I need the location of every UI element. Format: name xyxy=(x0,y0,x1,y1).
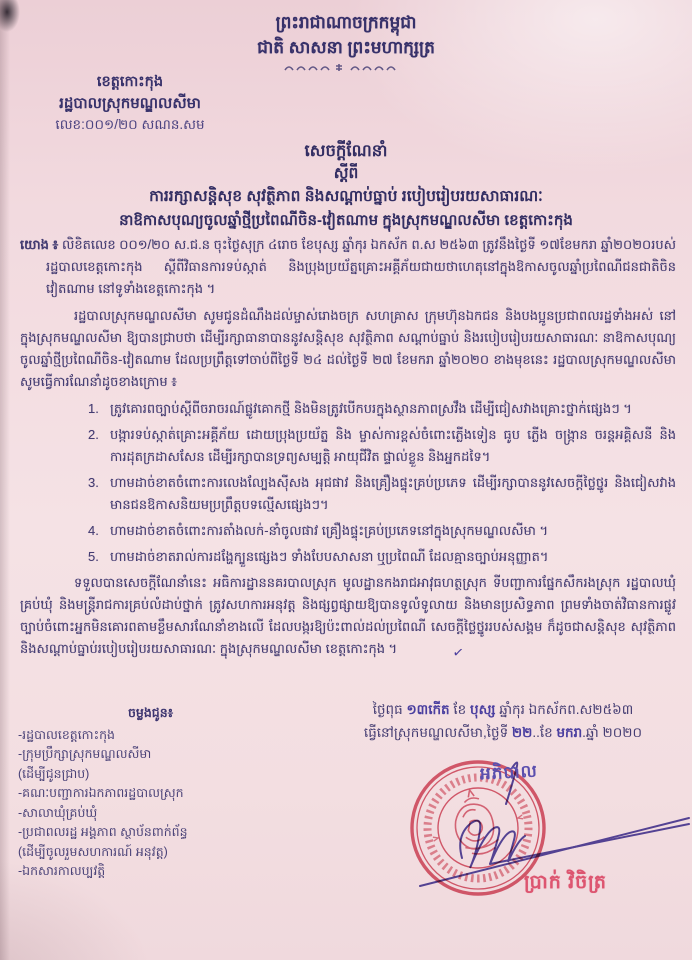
item-text: ហាមដាច់ខាតចំពោះការលេងល្បែងស៊ីសង អុជផាវ និងគ្រឿងផ្ទុះគ្រប់ប្រភេទ ដើម្បីរក្សាបាននូវសេចក្តីថ្លៃថ្នូរ និងជៀសវាងមានជនឱកាសនិយមប្រព្រឹត្តបទល្មើសផ្សេងៗ។ xyxy=(110,475,676,512)
reference-label: យោង ៖ xyxy=(20,237,59,252)
regarding-label: ស្តីពី xyxy=(333,165,359,182)
document-title-block xyxy=(0,140,692,232)
date-handwritten: បុស្ស xyxy=(470,702,496,717)
reference-number: លេខ:០០១/២០ សណន.សម xyxy=(55,117,205,132)
list-item xyxy=(88,546,676,568)
dateline-block xyxy=(320,698,686,744)
item-number: 5. xyxy=(88,549,99,564)
date-printed: ខែ xyxy=(449,702,470,717)
copy-list-block xyxy=(18,704,268,882)
date-printed: ថ្ងៃពុធ xyxy=(372,702,407,717)
item-text: បង្ការទប់ស្កាត់គ្រោះអគ្គីភ័យ ដោយប្រុងប្រយ័ត្ន និង ម្ចាស់ការខ្ពស់ចំពោះភ្លើងទៀន ធូប ភ្លើង ចង្ក្រាន ចរន្តអគ្គិសនី និងការដុតក្រដាសសែន ដើម្បីរក្សាបានទ្រព្យសម្បត្តិ អាយុជីវិត ផ្ទាល់ខ្លួន និងអ្នកដទៃ។ xyxy=(110,427,676,464)
copy-list-header: ចម្លងជូន៖ xyxy=(128,706,174,720)
reference-paragraph xyxy=(20,234,676,300)
list-item xyxy=(88,398,676,420)
item-text: ហាមដាច់ខាតរាល់ការដង្ហែក្បួនផ្សេងៗ ទាំងបែបសាសនា ឬប្រពៃណី ដែលគ្មានច្បាប់អនុញ្ញាត។ xyxy=(110,549,549,564)
closing-text: ទទួលបានសេចក្តីណែនាំនេះ អធិការដ្ឋាននគរបាលស្រុក មូលដ្ឋានកងរាជអាវុធហត្ថស្រុក ទីបញ្ជាការផ្នែកសឹករងស្រុក រដ្ឋបាលឃុំគ្រប់ឃុំ និងមន្ត្រីរាជការគ្រប់លំដាប់ថ្នាក់ ត្រូវសហការអនុវត្ត និងផ្សព្វផ្សាយឱ្យបានទូលំទូលាយ និងមានប្រសិទ្ធភាព ព្រមទាំងចាត់វិធានការផ្លូវច្បាប់ចំពោះអ្នកមិនគោរពតាមខ្លឹមសារណែនាំខាងលើ ដែលបង្ករឱ្យប៉ះពាល់ដល់ប្រពៃណី សេចក្តីថ្លៃថ្នូររបស់សង្គម ក៏ដូចជាសន្តិសុខ សុវត្ថិភាព និងសណ្តាប់ធ្នាប់របៀបរៀបរយសាធារណៈ ក្នុងស្រុកមណ្ឌលសីមា ខេត្តកោះកុង ។ xyxy=(20,575,676,656)
national-header xyxy=(0,10,692,80)
instruction-list xyxy=(20,398,676,568)
copy-list-item: -ឯកសារកាលប្បវត្តិ xyxy=(18,864,106,878)
item-number: 3. xyxy=(88,475,99,490)
date-handwritten: ២២ xyxy=(511,725,533,740)
item-text: ហាមដាច់ខាតចំពោះការតាំងលក់-នាំចូលផាវ គ្រឿងផ្ទុះគ្រប់ប្រភេទនៅក្នុងស្រុកមណ្ឌលសីមា ។ xyxy=(110,523,549,538)
item-number: 4. xyxy=(88,523,99,538)
copy-list-item: (ដើម្បីចូលរួមសហការណ៍ អនុវត្ត) xyxy=(18,844,168,859)
copy-list-item: -សាលាឃុំគ្រប់ឃុំ xyxy=(18,805,98,820)
list-item xyxy=(88,424,676,468)
subject-line-1: ការរក្សាសន្តិសុខ សុវត្ថិភាព និងសណ្តាប់ធ្នាប់ របៀបរៀបរយសាធារណៈ xyxy=(149,188,543,205)
copy-list-item: -ប្រជាពលរដ្ឋ អង្គភាព ស្ថាប័នពាក់ព័ន្ធ xyxy=(18,825,188,839)
copy-list-item: -គណៈបញ្ជាការឯកភាពរដ្ឋបាលស្រុក xyxy=(18,786,184,800)
item-text: ត្រូវគោរពច្បាប់ស្តីពីចរាចរណ៍ផ្លូវគោកថ្មី និងមិនត្រូវបើកបរក្នុងស្ថានភាពស្រវឹង ដើម្បីជៀសវាងគ្រោះថ្នាក់ផ្សេងៗ ។ xyxy=(110,401,632,416)
copy-list-item: -ក្រុមប្រឹក្សាស្រុកមណ្ឌលសីមា xyxy=(18,747,152,761)
signer-name: ប្រាក់ វិចិត្រ xyxy=(524,872,607,893)
intro-paragraph: រដ្ឋបាលស្រុកមណ្ឌលសីមា សូមជូនដំណឹងដល់ម្ចាស់រោងចក្រ សហគ្រាស ក្រុមហ៊ុនឯកជន និងបងប្អូនប្រជាពលរដ្ឋទាំងអស់ នៅក្នុងស្រុកមណ្ឌលសីមា ឱ្យបានជ្រាបថា ដើម្បីរក្សាធានាបាននូវសន្តិសុខ សុវត្ថិភាព សណ្តាប់ធ្នាប់ និងរបៀបរៀបរយសាធារណៈ នាឱកាសបុណ្យចូលឆ្នាំថ្មីប្រពៃណីចិន-វៀតណាម ដែលប្រព្រឹត្តទៅចាប់ពីថ្ងៃទី ២៤ ដល់ថ្ងៃទី ២៧ ខែមករា ឆ្នាំ២០២០ ខាងមុខនេះ រដ្ឋបាលស្រុកមណ្ឌលសីមា សូមធ្វើការណែនាំដូចខាងក្រោម ៖ xyxy=(20,308,676,389)
signer-title: អភិបាល xyxy=(479,761,539,784)
ornament-divider-icon xyxy=(281,61,411,75)
item-number: 2. xyxy=(88,427,99,442)
lunar-date-line xyxy=(320,698,686,721)
copy-list-item: (ដើម្បីជូនជ្រាប) xyxy=(18,766,90,781)
date-handwritten: មករា xyxy=(556,725,583,740)
handwritten-check-icon: ✓ xyxy=(451,644,465,661)
reference-text: លិខិតលេខ ០០១/២០ ស.ជ.ន ចុះថ្ងៃសុក្រ ៤រោច ខែបុស្ស ឆ្នាំកុរ ឯកស័ក ព.ស ២៥៦៣ ត្រូវនឹងថ្ងៃទី ១៧ខែមករា ឆ្នាំ២០២០របស់រដ្ឋបាលខេត្តកោះកុង ស្តីពីវិធានការទប់ស្កាត់ និងប្រុងប្រយ័ត្នគ្រោះអគ្គីភ័យជាយថាហេតុនៅក្នុងឱកាសចូលឆ្នាំប្រពៃណីជនជាតិចិន វៀតណាម នៅទូទាំងខេត្តកោះកុង ។ xyxy=(46,237,676,296)
date-handwritten: ១៣កើត xyxy=(406,702,450,717)
item-number: 1. xyxy=(88,401,99,416)
national-motto: ជាតិ សាសនា ព្រះមហាក្សត្រ xyxy=(257,38,435,57)
body-text xyxy=(20,234,676,665)
kingdom-title: ព្រះរាជាណាចក្រកម្ពុជា xyxy=(275,13,417,32)
province-name: ខេត្តកោះកុង xyxy=(96,74,164,90)
subject-line-2: នាឱកាសបុណ្យចូលឆ្នាំថ្មីប្រពៃណីចិន-វៀតណាម ក្នុងស្រុកមណ្ឌលសីមា ខេត្តកោះកុង xyxy=(119,212,573,229)
list-item xyxy=(88,472,676,516)
date-printed: .ឆ្នាំ ២០២០ xyxy=(582,725,643,740)
list-item xyxy=(88,520,676,542)
issue-date-line xyxy=(320,721,686,744)
letterhead-block xyxy=(14,72,246,136)
closing-paragraph xyxy=(20,572,676,660)
date-printed: ..ខែ xyxy=(532,725,557,740)
copy-list-item: -រដ្ឋបាលខេត្តកោះកុង xyxy=(18,727,115,742)
document-type: សេចក្តីណែនាំ xyxy=(304,142,388,160)
district-administration: រដ្ឋបាលស្រុកមណ្ឌលសីមា xyxy=(59,95,201,112)
date-printed: ឆ្នាំកុរ ឯកស័កព.ស២៥៦៣ xyxy=(495,702,634,717)
date-printed: ធ្វើនៅស្រុកមណ្ឌលសីមា,ថ្ងៃទី xyxy=(363,725,512,740)
